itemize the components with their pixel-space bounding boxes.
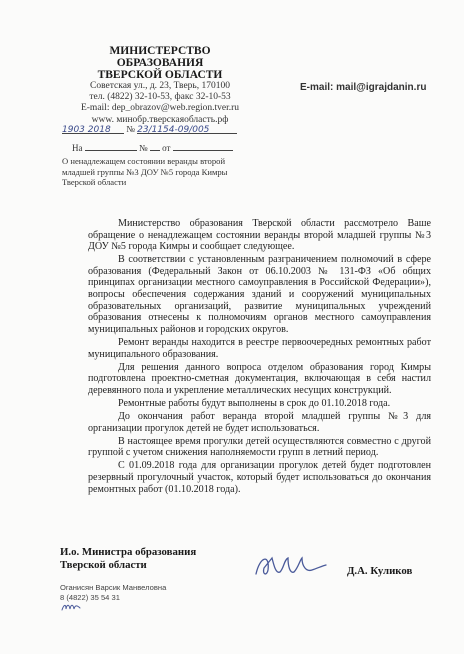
executor-phone: 8 (4822) 35 54 31 xyxy=(60,593,120,602)
ministry-letterhead xyxy=(70,45,250,126)
registration-date-field xyxy=(62,124,124,134)
body-paragraph: В соответствии с установленным разграничением полномочий в сфере образования (Федеральный Закон от 06.10.2003 № 131-ФЗ «Об общих принципах организации местного самоуправления в Российской Федерации»), вопросы обеспечения содержания зданий и сооружений муниципальных образовательных организаций, развитие муниципальных учреждений образования отнесены к полномочиям органов местного самоуправления муниципальных районов и городских округов. xyxy=(88,254,431,335)
reply-on-label: На xyxy=(72,143,83,153)
registration-date: 1903 2018 xyxy=(62,125,111,135)
registration-number: 23/1154-09/005 xyxy=(137,125,210,135)
recipient-email: E-mail: mail@igrajdanin.ru xyxy=(300,82,427,93)
body-paragraph: Ремонтные работы будут выполнены в срок до 01.10.2018 года. xyxy=(118,397,391,409)
reply-from-label: от xyxy=(162,143,171,153)
ministry-address: Советская ул., д. 23, Тверь, 170100 xyxy=(90,81,230,91)
body-paragraph: Министерство образования Тверской области рассмотрело Ваше обращение о ненадлежащем состоянии веранды второй младшей группы №3 ДОУ №5 города Кимры и сообщает следующее. xyxy=(88,218,431,253)
ministry-email: E-mail: dep_obrazov@web.region.tver.ru xyxy=(80,103,240,114)
body-paragraph: Ремонт веранды находится в реестре первоочередных ремонтных работ муниципального образования. xyxy=(88,336,431,360)
signatory-name: Д.А. Куликов xyxy=(347,565,413,577)
reply-number-prefix: № xyxy=(139,143,148,153)
signatory-title xyxy=(60,546,196,572)
registration-line xyxy=(62,124,237,134)
registration-number-prefix: № xyxy=(126,124,135,134)
reply-on-blank xyxy=(85,141,137,151)
body-paragraph: Для решения данного вопроса отделом образования город Кимры подготовлена проектно-сметная документация, включающая в себя настил деревянного пола и укрепление металлических несущих конструкций. xyxy=(88,361,431,396)
body-paragraph: С 01.09.2018 года для организации прогулок детей будет подготовлен резервный прогулочный участок, который будет использоваться до окончания ремонтных работ (01.10.2018 года). xyxy=(88,460,431,495)
reply-number-blank xyxy=(150,141,160,151)
ministry-name: МИНИСТЕРСТВО ОБРАЗОВАНИЯ xyxy=(109,45,211,69)
reply-reference-line xyxy=(72,141,233,153)
ministry-phone: тел. (4822) 32-10-53, факс 32-10-53 xyxy=(89,92,231,103)
reply-from-blank xyxy=(173,141,233,151)
body-paragraph: В настоящее время прогулки детей осуществляются совместно с другой группой с учетом снижения наполняемости групп в летний период. xyxy=(88,435,431,459)
executor-name: Оганисян Варсик Манвеловна xyxy=(60,583,167,592)
ministry-website: www. минобр.тверскаяобласть.рф xyxy=(91,114,229,125)
body-paragraph: До окончания работ веранда второй младшей группы №3 для организации прогулок детей не будет использоваться. xyxy=(88,411,431,434)
letter-body xyxy=(88,218,431,497)
letter-subject: О ненадлежащем состоянии веранды второй младшей группы №3 ДОУ №5 города Кимры Тверской области xyxy=(62,156,228,188)
handwritten-signature xyxy=(250,548,330,582)
registration-number-field xyxy=(137,124,237,134)
handwritten-initials xyxy=(60,600,82,614)
signatory-title-line1: И.о. Министра образования xyxy=(60,546,197,558)
ministry-region: ТВЕРСКОЙ ОБЛАСТИ xyxy=(97,69,223,81)
signatory-title-line2: Тверской области xyxy=(60,559,147,571)
